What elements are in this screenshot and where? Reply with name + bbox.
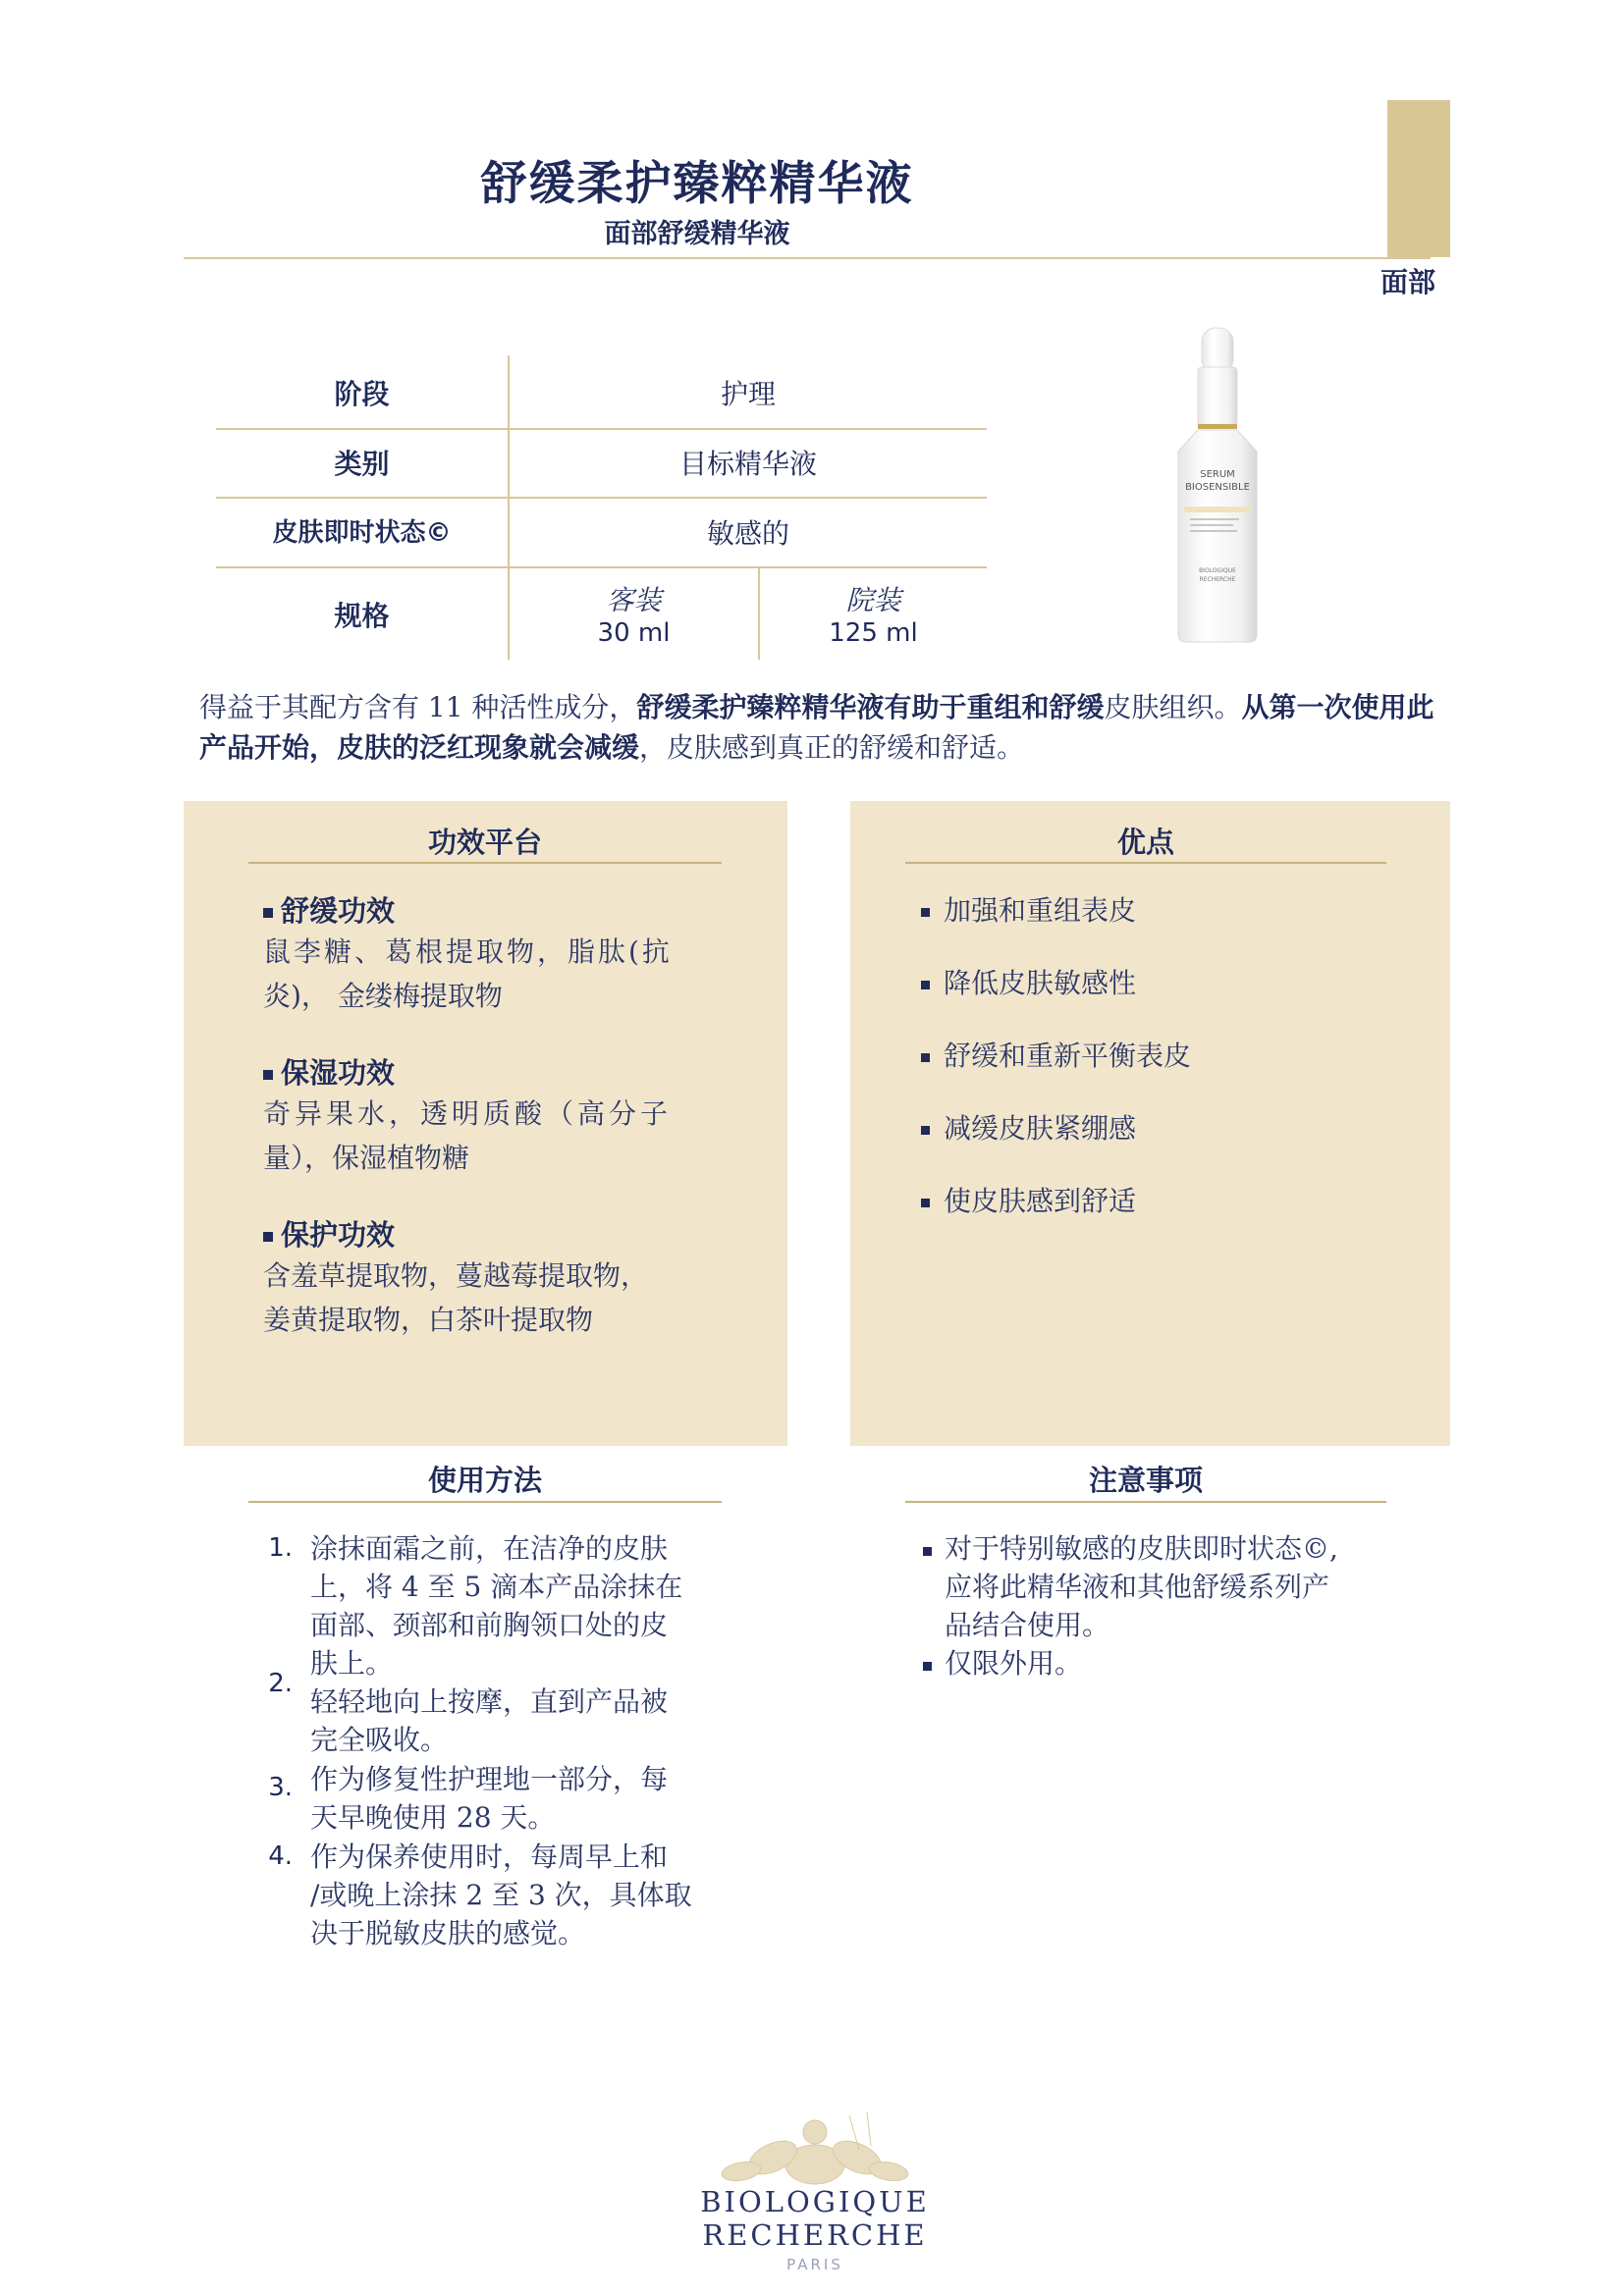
table-label-skin-state: 皮肤即时状态© — [272, 518, 452, 548]
caution-line: 仅限外用。 — [945, 1647, 1083, 1680]
bottle-label-line1: SERUM — [1200, 469, 1235, 480]
intro-paragraph — [199, 687, 1436, 768]
caution-line: 品结合使用。 — [945, 1609, 1110, 1641]
brand-logo-emblem — [702, 2110, 928, 2189]
table-divider — [216, 497, 987, 499]
efficacy-group-text: 含羞草提取物，蔓越莓提取物， — [263, 1259, 649, 1292]
advantage-item-label: 舒缓和重新平衡表皮 — [944, 1040, 1192, 1072]
bullet-square-icon — [921, 1199, 930, 1207]
usage-step-line: 作为保养使用时，每周早上和 — [310, 1841, 669, 1873]
intro-bold: 舒缓柔护臻粹精华液有助于重组和舒缓 — [636, 691, 1105, 723]
advantage-item — [921, 889, 1136, 929]
advantage-item — [921, 1107, 1136, 1147]
bullet-square-icon — [921, 1126, 930, 1135]
bottle-brand-line1: BIOLOGIQUE — [1199, 567, 1236, 574]
caution-line: 应将此精华液和其他舒缓系列产 — [945, 1571, 1330, 1603]
efficacy-group-text: 鼠李糖、葛根提取物，脂肽(抗 — [263, 935, 673, 968]
usage-step-line: 上，将 4 至 5 滴本产品涂抹在 — [310, 1571, 683, 1603]
brand-logo-line1: BIOLOGIQUE — [700, 2185, 930, 2218]
table-divider — [216, 566, 987, 568]
page-title: 舒缓柔护臻粹精华液 — [480, 157, 914, 211]
bullet-square-icon — [263, 908, 273, 918]
table-value-stage: 护理 — [720, 378, 776, 410]
caution-item — [945, 1644, 1386, 1682]
usage-step-line: 完全吸收。 — [310, 1724, 449, 1756]
intro-text: 得益于其配方含有 11 种活性成分， — [199, 691, 637, 723]
usage-step-line: 涂抹面霜之前，在洁净的皮肤 — [310, 1532, 669, 1565]
usage-step-number: 1. — [268, 1533, 293, 1563]
table-label-stage: 阶段 — [334, 378, 390, 410]
caution-line: 对于特别敏感的皮肤即时状态©, — [945, 1532, 1338, 1565]
header-divider — [184, 257, 1431, 259]
bullet-square-icon — [263, 1070, 273, 1080]
usage-step-line: 肤上。 — [310, 1647, 394, 1680]
advantage-item-label: 降低皮肤敏感性 — [944, 967, 1137, 999]
usage-step-number: 4. — [268, 1842, 293, 1871]
category-label: 面部 — [1380, 266, 1435, 298]
table-label-size: 规格 — [334, 600, 390, 632]
advantages-heading-rule — [905, 862, 1386, 864]
intro-bold: 从第一次使用此产品开始， — [199, 691, 1434, 764]
size-type-pro: 院装 — [845, 584, 901, 616]
bottle-label-line2: BIOSENSIBLE — [1185, 482, 1250, 493]
bullet-square-icon — [923, 1547, 932, 1556]
efficacy-group-text: 炎)， 金缕梅提取物 — [263, 980, 503, 1012]
advantage-item-label: 使皮肤感到舒适 — [944, 1185, 1137, 1217]
cautions-heading: 注意事项 — [1088, 1464, 1203, 1497]
bullet-square-icon — [923, 1662, 932, 1671]
size-type-retail: 客装 — [606, 584, 662, 616]
bullet-square-icon — [263, 1232, 273, 1242]
product-bottle-image — [1168, 322, 1267, 646]
brand-logo-line3: PARIS — [786, 2256, 843, 2273]
advantage-item — [921, 1180, 1136, 1219]
usage-step-line: 作为修复性护理地一部分，每 — [310, 1763, 669, 1795]
usage-step-number: 2. — [268, 1669, 293, 1698]
advantage-item-label: 加强和重组表皮 — [944, 894, 1137, 927]
efficacy-group-text: 奇异果水，透明质酸（高分子 — [263, 1097, 673, 1130]
size-amount-retail: 30 ml — [597, 618, 671, 648]
intro-text: ，皮肤感到真正的舒缓和舒适。 — [639, 731, 1025, 764]
bullet-square-icon — [921, 981, 930, 989]
efficacy-group-title — [263, 1051, 395, 1092]
table-divider — [216, 428, 987, 430]
efficacy-group-title — [263, 1213, 395, 1254]
efficacy-group-label: 舒缓功效 — [281, 894, 396, 928]
caution-item — [945, 1529, 1386, 1644]
cautions-heading-rule — [905, 1501, 1386, 1503]
brand-logo-line2: RECHERCHE — [702, 2218, 928, 2252]
usage-step-line: 天早晚使用 28 天。 — [310, 1801, 556, 1834]
table-value-category: 目标精华液 — [678, 448, 817, 480]
table-value-skin-state: 敏感的 — [706, 517, 789, 550]
bottle-brand-line2: RECHERCHE — [1199, 576, 1236, 583]
efficacy-group-text: 量），保湿植物糖 — [263, 1142, 470, 1174]
usage-step-text — [310, 1838, 723, 1952]
efficacy-group-label: 保护功效 — [281, 1218, 396, 1252]
bullet-square-icon — [921, 908, 930, 917]
efficacy-heading: 功效平台 — [427, 826, 542, 859]
gold-tab-decoration — [1387, 100, 1450, 257]
advantage-item — [921, 1035, 1191, 1074]
usage-step-line: /或晚上涂抹 2 至 3 次，具体取 — [310, 1879, 692, 1911]
table-label-category: 类别 — [334, 448, 390, 480]
intro-bold: 皮肤的泛红现象就会减缓 — [337, 731, 640, 764]
usage-step-text — [310, 1682, 723, 1759]
advantage-item — [921, 962, 1136, 1001]
efficacy-group-label: 保湿功效 — [281, 1056, 396, 1090]
usage-step-line: 面部、颈部和前胸领口处的皮 — [310, 1609, 669, 1641]
usage-step-number: 3. — [268, 1773, 293, 1802]
advantage-item-label: 减缓皮肤紧绷感 — [944, 1112, 1137, 1145]
usage-step-line: 轻轻地向上按摩，直到产品被 — [310, 1685, 669, 1718]
efficacy-group-title — [263, 889, 395, 930]
intro-text: 皮肤组织。 — [1104, 691, 1242, 723]
usage-step-text — [310, 1529, 723, 1682]
bullet-square-icon — [921, 1053, 930, 1062]
page-subtitle: 面部舒缓精华液 — [604, 219, 790, 249]
usage-step-line: 决于脱敏皮肤的感觉。 — [310, 1917, 586, 1949]
efficacy-group-text: 姜黄提取物，白茶叶提取物 — [263, 1304, 594, 1336]
usage-heading: 使用方法 — [427, 1464, 542, 1497]
size-amount-pro: 125 ml — [829, 618, 918, 648]
usage-step-text — [310, 1760, 723, 1837]
efficacy-heading-rule — [248, 862, 722, 864]
advantages-heading: 优点 — [1116, 826, 1174, 859]
usage-heading-rule — [248, 1501, 722, 1503]
